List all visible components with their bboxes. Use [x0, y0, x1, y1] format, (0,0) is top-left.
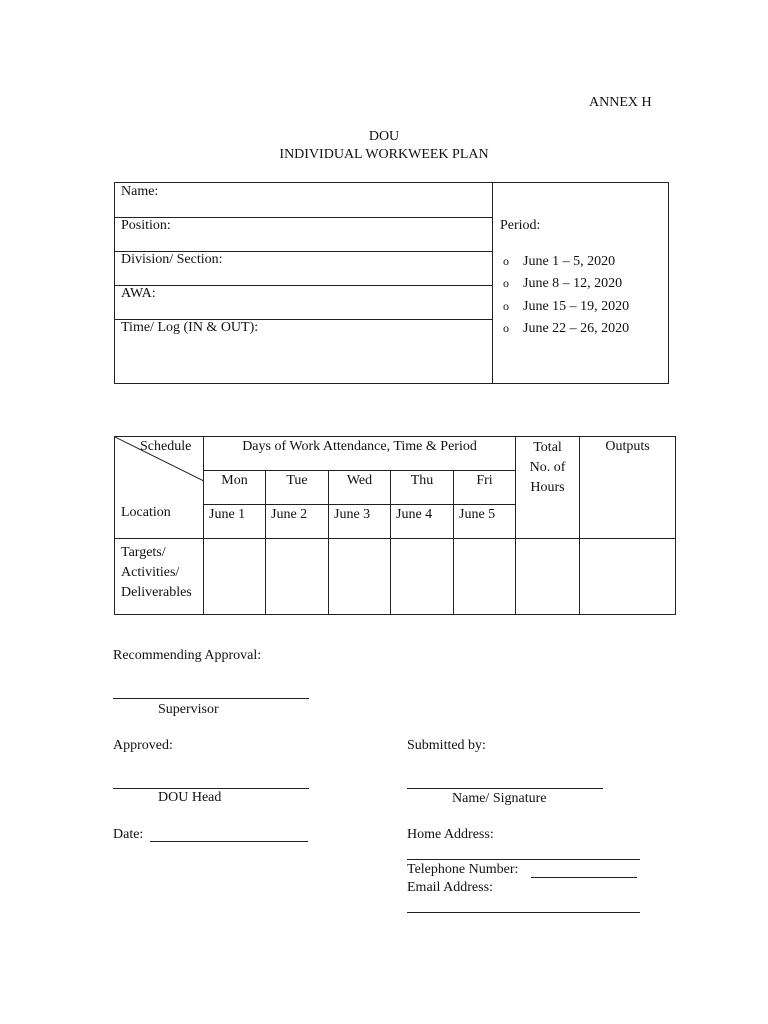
period-item[interactable]: [503, 295, 629, 317]
outputs-header: [580, 437, 676, 539]
period-text: June 15 – 19, 2020: [523, 298, 630, 314]
time-log-label: Time/ Log (IN & OUT):: [121, 320, 259, 335]
dou-head-label: DOU Head: [158, 790, 222, 805]
bullet-icon: o: [503, 254, 509, 268]
day-header: [204, 471, 266, 505]
outputs-header-text: Outputs: [605, 439, 650, 454]
awa-label: AWA:: [121, 286, 156, 301]
day-label: Wed: [346, 473, 373, 488]
name-field[interactable]: [115, 183, 492, 218]
date-label: June 5: [459, 507, 496, 522]
name-label: Name:: [121, 184, 159, 199]
submitted-by-label: Submitted by:: [407, 738, 486, 753]
date-cell: [266, 505, 329, 539]
period-label: Period:: [500, 218, 541, 233]
name-signature-line[interactable]: [407, 788, 603, 789]
period-item[interactable]: [503, 317, 629, 339]
day-label: Fri: [476, 473, 493, 488]
day-label: Tue: [286, 473, 308, 488]
targets-label-line: Targets/: [121, 545, 166, 560]
date-cell: [454, 505, 516, 539]
title-dou: DOU: [368, 129, 400, 144]
employee-info-box: [114, 182, 669, 384]
days-header: [204, 437, 516, 471]
date-label: Date:: [113, 827, 144, 842]
time-log-field[interactable]: [115, 319, 492, 383]
supervisor-signature-line[interactable]: [113, 698, 309, 699]
targets-label-line: Deliverables: [121, 585, 192, 600]
approved-label: Approved:: [113, 738, 173, 753]
supervisor-label: Supervisor: [158, 702, 219, 717]
targets-row-label: [115, 539, 204, 615]
home-address-line[interactable]: [407, 859, 640, 860]
period-text: June 22 – 26, 2020: [523, 320, 630, 336]
period-list: [503, 250, 629, 339]
telephone-line[interactable]: [531, 877, 637, 878]
telephone-label: Telephone Number:: [407, 862, 519, 877]
recommending-approval-label: Recommending Approval:: [113, 648, 262, 663]
outputs-cell[interactable]: [580, 539, 676, 615]
email-line[interactable]: [407, 912, 640, 913]
day-header: [391, 471, 454, 505]
period-item[interactable]: [503, 272, 629, 294]
day-header: [329, 471, 391, 505]
target-cell-fri[interactable]: [454, 539, 516, 615]
date-label: June 2: [271, 507, 308, 522]
period-text: June 8 – 12, 2020: [523, 276, 623, 292]
email-label: Email Address:: [407, 880, 493, 895]
total-hours-line: Total: [533, 440, 562, 455]
period-text: June 1 – 5, 2020: [523, 254, 616, 269]
name-signature-label: Name/ Signature: [452, 791, 547, 806]
bullet-icon: o: [503, 298, 509, 313]
schedule-label: Schedule: [140, 439, 192, 454]
home-address-label: Home Address:: [407, 827, 494, 842]
total-hours-line: Hours: [530, 480, 565, 495]
total-hours-cell[interactable]: [516, 539, 580, 615]
annex-label: ANNEX H: [589, 95, 652, 110]
day-label: Thu: [410, 473, 434, 488]
period-item[interactable]: [503, 250, 629, 272]
division-section-field[interactable]: [115, 251, 492, 286]
total-hours-header: [516, 437, 580, 539]
date-label: June 1: [209, 507, 246, 522]
employee-fields: [115, 183, 493, 383]
target-cell-tue[interactable]: [266, 539, 329, 615]
period-cell: [493, 183, 668, 383]
date-cell: [329, 505, 391, 539]
dou-head-signature-line[interactable]: [113, 788, 309, 789]
date-label: June 4: [396, 507, 433, 522]
target-cell-thu[interactable]: [391, 539, 454, 615]
page-title: INDIVIDUAL WORKWEEK PLAN: [279, 147, 489, 162]
date-cell: [391, 505, 454, 539]
position-field[interactable]: [115, 217, 492, 252]
bullet-icon: o: [503, 276, 509, 291]
targets-label-line: Activities/: [121, 565, 180, 580]
days-header-text: Days of Work Attendance, Time & Period: [242, 439, 477, 454]
bullet-icon: o: [503, 320, 509, 335]
date-label: June 3: [334, 507, 371, 522]
target-cell-mon[interactable]: [204, 539, 266, 615]
date-cell: [204, 505, 266, 539]
location-label: Location: [121, 505, 171, 520]
awa-field[interactable]: [115, 285, 492, 320]
target-cell-wed[interactable]: [329, 539, 391, 615]
division-section-label: Division/ Section:: [121, 252, 223, 267]
schedule-location-corner: [115, 437, 204, 539]
schedule-table: [114, 436, 675, 614]
day-header: [454, 471, 516, 505]
date-line[interactable]: [150, 841, 308, 842]
day-header: [266, 471, 329, 505]
position-label: Position:: [121, 218, 171, 233]
total-hours-line: No. of: [529, 460, 566, 475]
day-label: Mon: [221, 473, 248, 488]
